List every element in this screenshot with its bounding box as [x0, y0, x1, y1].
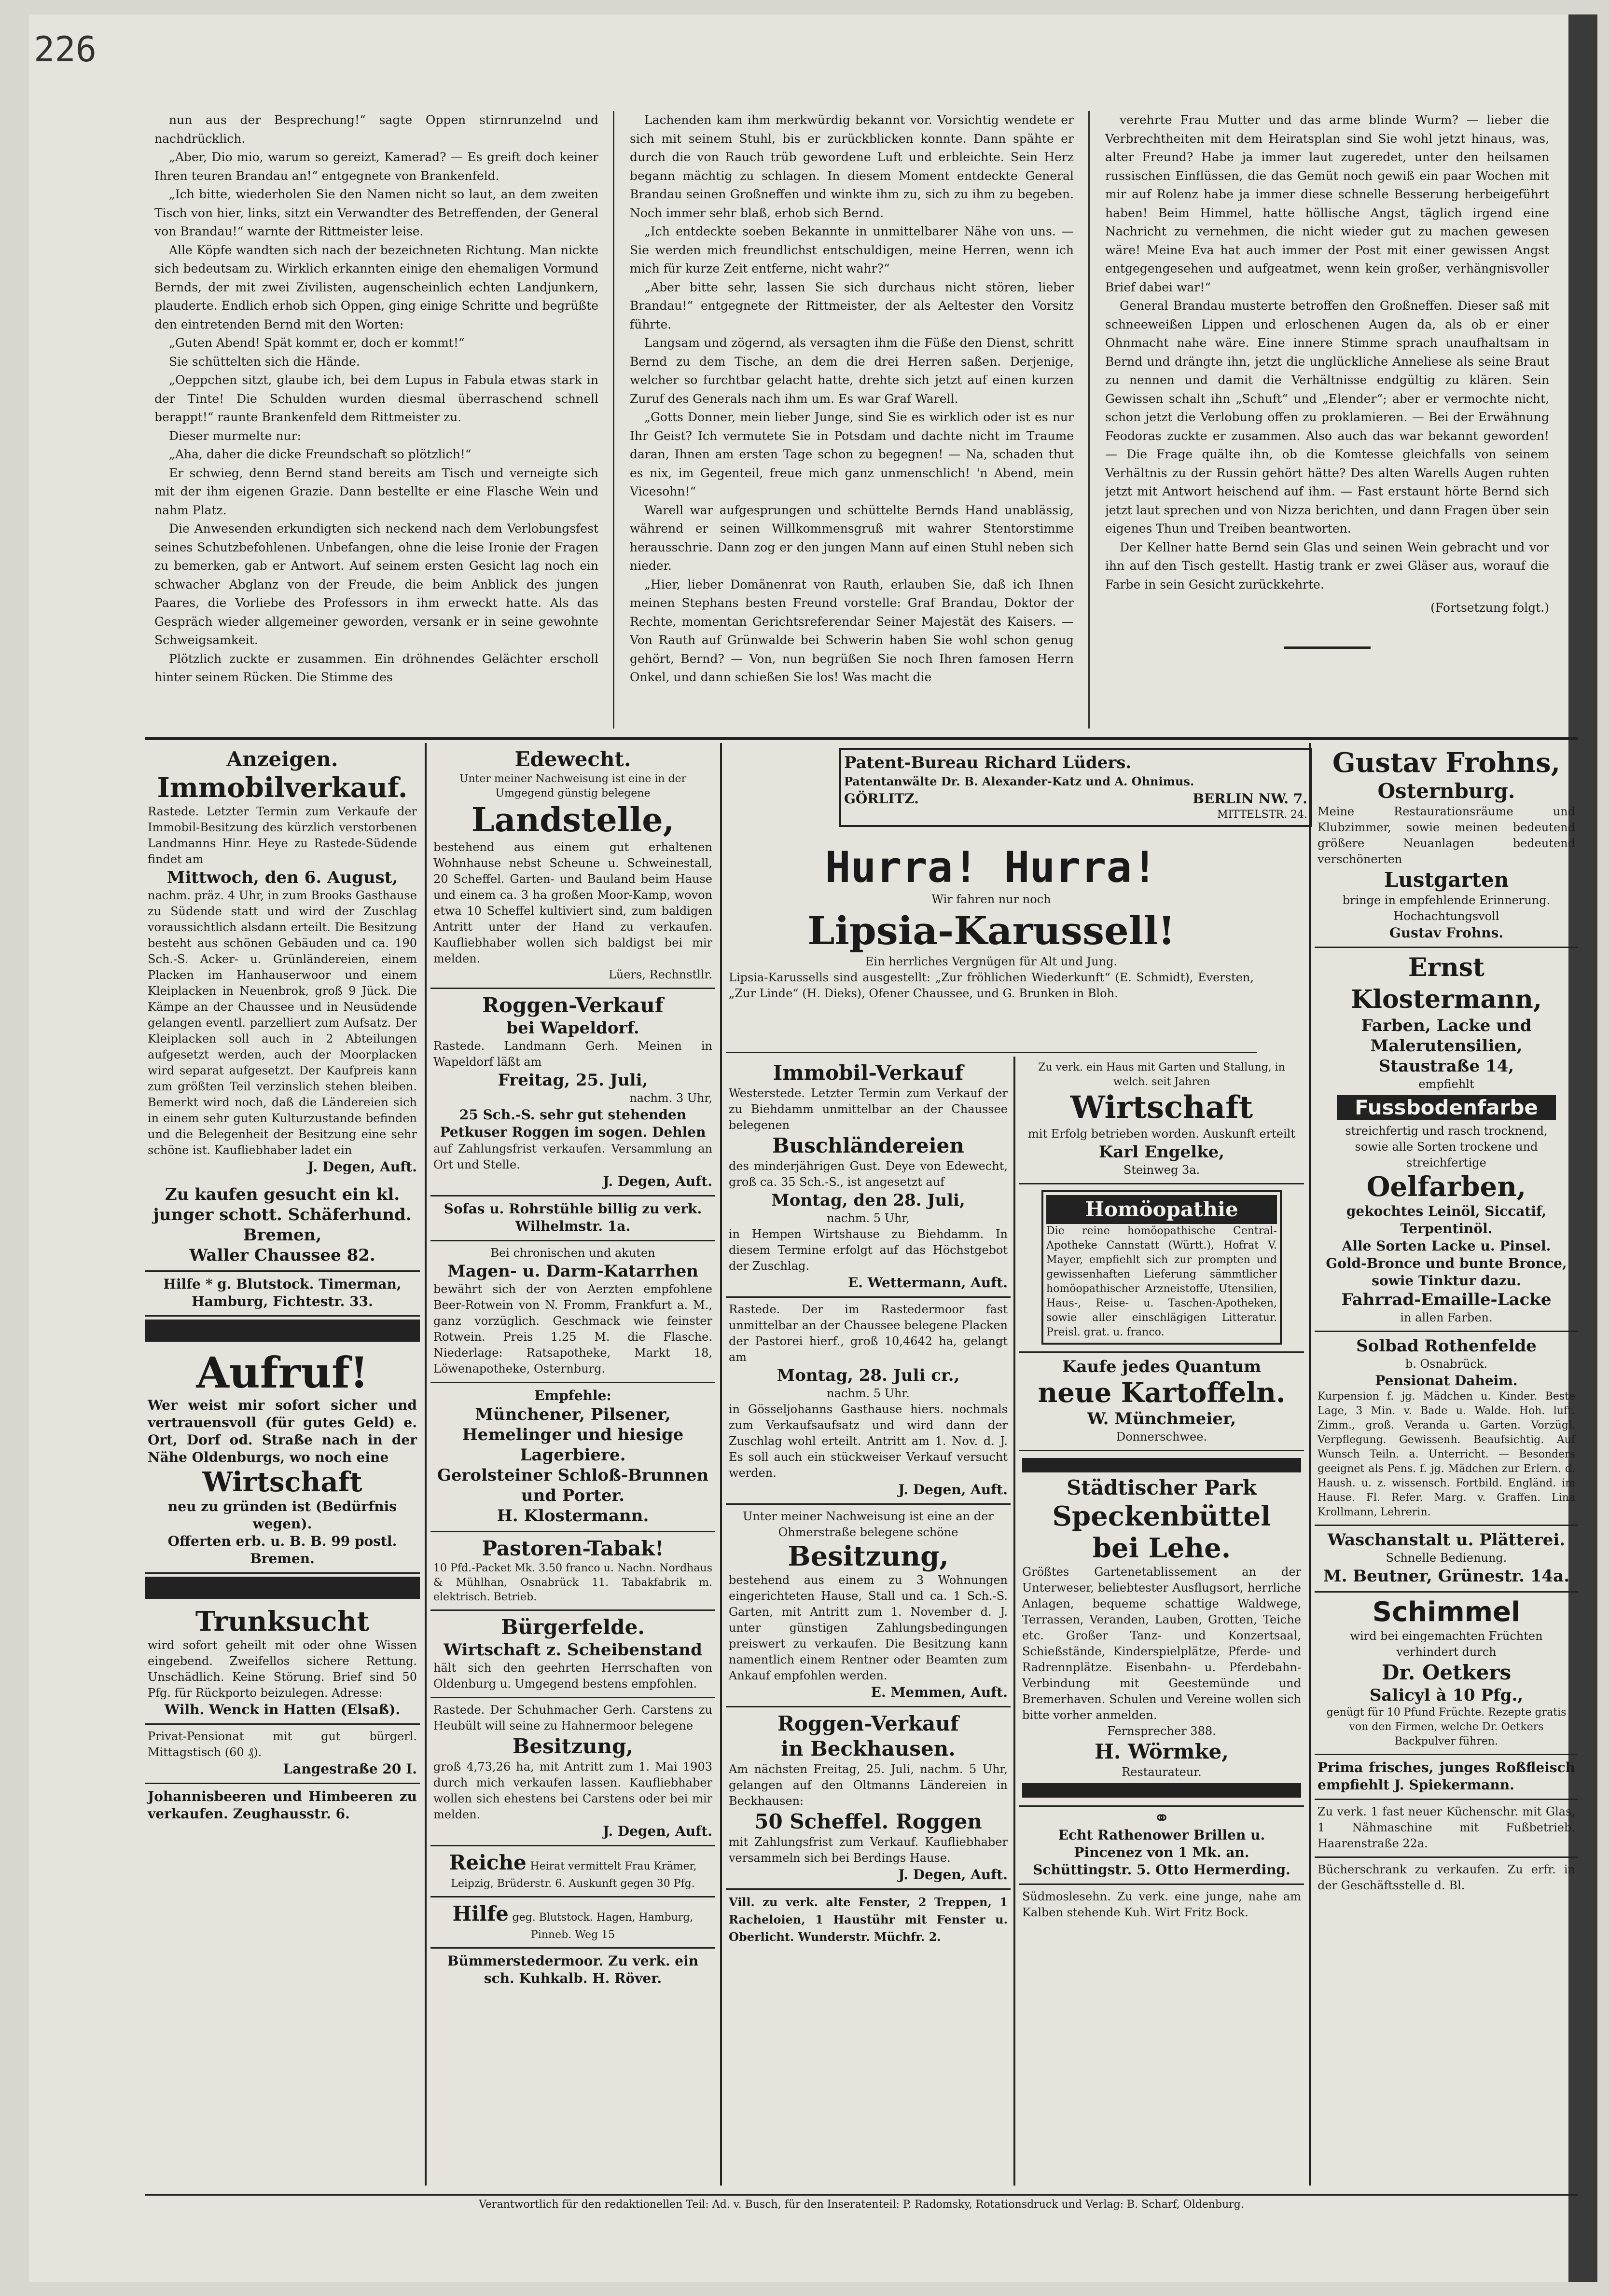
homoeo-box [1041, 1190, 1282, 1345]
salicyl-text: genügt für 10 Pfund Früchte. Rezepte gratis von den Firmen, welche Dr. Oetkers Backpulver führen. [1326, 1706, 1567, 1747]
busch-sign: E. Wettermann, Auft. [847, 1275, 1008, 1291]
trunksucht-title: Trunksucht [195, 1606, 370, 1637]
solbad-sub: b. Osnabrück. [1405, 1357, 1488, 1371]
lustgarten-title: Lustgarten [1384, 868, 1509, 892]
story-paragraph: „Aber bitte sehr, lassen Sie sich durchaus nicht stören, lieber Brandau!“ entgegnete der Rittmeister, der als Aeltester den Vorsitz führte. [630, 280, 1074, 331]
reiche-text: Heirat vermittelt Frau Krämer, Leipzig, Brüderstr. 6. Auskunft gegen 30 Pfg. [451, 1860, 697, 1890]
wirtschaft-title: Wirtschaft [1070, 1089, 1253, 1126]
edewecht-intro: Unter meiner Nachweisung ist eine in der Umgegend günstig belegene [459, 773, 687, 799]
ad-column-3 [726, 1057, 1011, 2186]
hurra-title: Hurra! Hurra! [825, 842, 1158, 892]
leinoel-text: gekochtes Leinöl, Siccatif, Terpentinöl. [1346, 1203, 1547, 1237]
park-telephone: Fernsprecher 388. [1107, 1724, 1216, 1738]
empfehle: Empfehle: [534, 1388, 611, 1403]
woermke-name: H. Wörmke, [1095, 1740, 1229, 1763]
engelke-name: Karl Engelke, [1098, 1142, 1225, 1162]
oetker-title: Dr. Oetkers [1381, 1661, 1512, 1684]
roggen2-title: Roggen-Verkauf [777, 1712, 959, 1735]
hilfe2-title: Hilfe [452, 1902, 509, 1925]
kartoffeln-title: neue Kartoffeln. [1038, 1377, 1286, 1409]
continued-note: (Fortsetzung folgt.) [1430, 601, 1549, 615]
column-divider [1309, 743, 1311, 2186]
johannis-ad: Johannisbeeren und Himbeeren zu verkaufen. Zeughausstr. 6. [148, 1788, 417, 1822]
roggen1-title: Roggen-Verkauf [482, 993, 664, 1017]
story-paragraph: Lachenden kam ihm merkwürdig bekannt vor. Vorsichtig wendete er sich mit seinem Stuhl, bis er zurückblicken konnte. Dann spähte er durch die von Rauch trüb gewordene Luft und erbleichte. Sein Herz begann mächtig zu schlagen. In diesem Moment entdeckte General Brandau seinen Großneffen und winkte ihm zu, sich zu ihm zu begeben. Noch immer sehr blaß, erhob sich Bernd. [630, 113, 1074, 220]
story-paragraph: nun aus der Besprechung!“ sagte Oppen stirnrunzelnd und nachdrücklich. [154, 113, 598, 146]
besitzung2-sign: E. Memmen, Auft. [871, 1684, 1008, 1700]
rastede3-time: nachm. 5 Uhr. [827, 1387, 910, 1400]
landstelle-title: Landstelle, [471, 801, 675, 839]
landstelle-text: bestehend aus einem gut erhaltenen Wohnhause nebst Scheune u. Schweinestall, 20 Scheffel. Garten- und Bauland beim Hause und einem ca. 3 ha großen Moor-Kamp, wovon etwa 10 Scheffel kultiviert sind, zum baldigen Antritt unter der Hand zu verkaufen. Kaufliebhaber wollen sich baldigst bei mir melden. [433, 840, 712, 965]
park-title-1: Städtischer Park [1067, 1476, 1257, 1499]
daheim-text: Kurpension f. jg. Mädchen u. Kinder. Beste Lage, 3 Min. v. Bade u. Walde. Hoh. luft. Zimm., groß. Veranda u. Garten. Vorzügl. Verpflegung. Gewissenh. Beaufsichtig. Auf Wunsch Teiln. a. Unterricht. — Besonders geeignet als Pens. f. jg. Mädchen zur Erlern. d. Haush. u. z. wissensch. Fortbild. Engländ. im Hause. Fl. Refer. Marg. v. Graffen. Lina Krollmann, Lehrerin. [1318, 1390, 1575, 1518]
daheim-title: Pensionat Daheim. [1375, 1373, 1518, 1389]
busch-text: des minderjährigen Gust. Deye von Edewecht, groß ca. 35 Sch.-S., ist angesetzt auf [729, 1159, 1008, 1189]
hilfe2-text: geg. Blutstock. Hagen, Hamburg, Pinneb. Weg 15 [512, 1911, 694, 1941]
homoeo-title: Homöopathie [1046, 1195, 1277, 1224]
black-bar [145, 1577, 420, 1599]
engelke-address: Steinweg 3a. [1123, 1163, 1200, 1177]
roggen2-bold: 50 Scheffel. Roggen [754, 1810, 982, 1833]
story-paragraph: Die Anwesenden erkundigten sich neckend nach dem Verlobungsfest seines Schutzbefohlenen. Unbefangen, ohne die leise Ironie der Fragen zu bemerken, gab er Antwort. Auf seinem ersten Gesicht lag noch ein schwacher Abglanz von der Freude, die beim Anblick des jungen Paares, die Vorliebe des Professors in ihm erweckt hatte. Als das Gespräch wieder allgemeiner geworden, versank er in seine gewohnte Schweigsamkeit. [154, 522, 598, 647]
besitzung-text: groß 4,73,26 ha, mit Antritt zum 1. Mai 1903 durch mich verkaufen lassen. Kaufliebhaber wollen sich ehestens bei Carstens oder bei mir melden. [433, 1760, 712, 1821]
rossfleisch-ad: Prima frisches, junges Roßfleisch empfiehlt J. Spiekermann. [1318, 1760, 1575, 1793]
ohmer-intro: Unter meiner Nachweisung ist eine an der Ohmerstraße belegene schöne [743, 1510, 994, 1539]
brunnen: Gerolsteiner Schloß-Brunnen und Porter. [437, 1466, 709, 1505]
wirtschaft-intro: Zu verk. ein Haus mit Garten und Stallung, in welch. seit Jahren [1038, 1061, 1285, 1088]
roggen2-text: Am nächsten Freitag, 25. Juli, nachm. 5 Uhr, gelangen auf den Oltmanns Ländereien in Beckhausen: [729, 1762, 1008, 1808]
roggen2-text2: mit Zahlungsfrist zum Verkauf. Kaufliebhaber versammeln sich bei Berdings Hause. [729, 1835, 1008, 1865]
serial-story [154, 111, 1573, 729]
story-paragraph: Dieser murmelte nur: [169, 428, 301, 443]
farben-text: Farben, Lacke und Malerutensilien, [1361, 1016, 1532, 1056]
schimmel-text: wird bei eingemachten Früchten verhindert durch [1350, 1629, 1543, 1659]
wasch-title: Waschanstalt u. Plätterei. [1327, 1530, 1566, 1550]
immobil2-text: Westerstede. Letzter Termin zum Verkauf der zu Biehdamm unmittelbar an der Chaussee belegenen [729, 1086, 1008, 1132]
pastoren-title: Pastoren-Tabak! [482, 1537, 664, 1560]
column-divider [613, 111, 614, 729]
beutner-name: M. Beutner, Grünestr. 14a. [1323, 1567, 1570, 1586]
kaufe-title: Kaufe jedes Quantum [1062, 1357, 1262, 1376]
black-bar [145, 1320, 420, 1342]
roggen1-text2: auf Zahlungsfrist verkaufen. Versammlung an Ort und Stelle. [433, 1142, 712, 1171]
lustgarten-text: bringe in empfehlende Erinnerung. Hochachtungsvoll [1342, 894, 1551, 923]
park-title-2: Speckenbüttel [1052, 1500, 1271, 1532]
park-title-3: bei Lehe. [1092, 1532, 1231, 1564]
fussboden-title: Fussbodenfarbe [1337, 1095, 1556, 1120]
ad-column-2 [430, 743, 715, 2186]
ornament-bar [1022, 1458, 1301, 1472]
muenchmeyer-name: W. Münchmeier, [1087, 1409, 1236, 1429]
immobil-sign: J. Degen, Auft. [307, 1159, 417, 1175]
roggen1-date: Freitag, 25. Juli, [498, 1071, 648, 1090]
story-column-2 [630, 111, 1074, 729]
scheibenstand-text: hält sich den geehrten Herrschaften von Oldenburg u. Umgegend bestens empfohlen. [433, 1661, 712, 1691]
besitzung-sign: J. Degen, Auft. [603, 1823, 712, 1839]
frohns-text: Meine Restaurationsräume und Klubzimmer, sowie meinen bedeutend größere Neuanlagen bedeutend verschönerten [1318, 805, 1575, 866]
magen-text: bewährt sich der von Aerzten empfohlene Beer-Rotwein von N. Fromm, Frankfurt a. M., ganz vorzüglich. Geschmack wie feinster Rotwein. Preis 1.25 M. die Flasche. Niederlage: Ratsapotheke, Markt 18, Löwenapotheke, Osternburg. [433, 1282, 712, 1375]
empfiehlt-text: empfiehlt [1418, 1077, 1474, 1091]
ad-column-5 [1315, 743, 1578, 2186]
story-paragraph: „Hier, lieber Domänenrat von Rauth, erlauben Sie, daß ich Ihnen meinen Stephans besten Freund vorstelle: Graf Brandau, Doktor der Rechte, momentan Gerichtsreferendar Seiner Majestät des Kaisers. — Von Rauth auf Grünwalde bei Schwerin haben Sie wohl schon genug gehört, Bernd? — Von, nun begrüßen Sie noch Ihren famosen Herrn Onkel, und dann schießen Sie los! Was macht die [630, 577, 1074, 684]
lipsia-title: Lipsia-Karussell! [807, 908, 1175, 953]
buecher-ad: Bücherschrank zu verkaufen. Zu erfr. in der Geschäftsstelle d. Bl. [1318, 1863, 1575, 1892]
rastede2-text: Rastede. Der Schuhmacher Gerh. Carstens zu Heubült will seine zu Hahnermoor belegene [433, 1703, 712, 1732]
fussboden-text2: sowie alle Sorten trockene und streichfertige [1355, 1140, 1538, 1169]
story-paragraph: General Brandau musterte betroffen den Großneffen. Dieser saß mit schneeweißen Lippen und erloschenen Augen da, als ob er einer Ohnmacht nahe wäre. Eine innere Stimme sprach unaufhaltsam in Bernd und drängte ihn, jetzt die unglückliche Anneliese als seine Braut zu nennen und damit die Verhältnisse endgültig zu klären. Sein Gewissen schalt ihn „Schuft“ und „Elender“; aber er vermochte nicht, schon jetzt die Verlobung offen zu proklamieren. — Bei der Erwähnung Feodoras zuckte er zusammen. Also auch das war bekannt geworden! — Die Frage quälte ihn, ob die Komtesse gleichfalls von seinem Verhältnis zu der Russin gehört hätte? Des alten Warells Augen ruhten jetzt mit Antwort heischend auf ihm. — Fast erstaunt hörte Bernd sich jetzt laut sprechen und von Nizza berichten, und dann Fragen über sein eigenes Thun und Treiben beantworten. [1105, 299, 1549, 536]
story-paragraph: „Oeppchen sitzt, glaube ich, bei dem Lupus in Fabula etwas stark in der Tinte! Die Schulden wurden diesmal überraschend schnell berappt!“ raunte Brankenfeld dem Rittmeister zu. [154, 373, 598, 424]
aufruf-wirtschaft: Wirtschaft [202, 1466, 362, 1498]
brillen-text: Echt Rathenower Brillen u. Pincenez von 1 Mk. an. [1058, 1827, 1265, 1860]
immobil2-title: Immobil-Verkauf [773, 1061, 964, 1085]
rastede3-sign: J. Degen, Auft. [898, 1482, 1008, 1498]
roggen1-text: Rastede. Landmann Gerh. Meinen in Wapeldorf läßt am [433, 1039, 712, 1069]
story-paragraph: „Aha, daher die dicke Freundschaft so plötzlich!“ [169, 447, 472, 461]
story-paragraph: Warell war aufgesprungen und schüttelte Bernds Hand unablässig, während er seinen Willkommensgruß mit wahrer Stentorstimme herausschrie. Dann zog er den jungen Mann auf einen Stuhl neben sich nieder. [630, 503, 1074, 573]
aufruf-text: Wer weist mir sofort sicher und vertrauensvoll (für gutes Geld) e. Ort, Dorf od. Straße nach in der Nähe Oldenburgs, wo noch eine [148, 1397, 417, 1465]
magen-intro: Bei chronischen und akuten [490, 1246, 655, 1260]
rastede3-text2: in Gösseljohanns Gasthause hiers. nochmals zum Verkaufsaufsatz und wird dann der Zuschlag wohl erteilt. Antritt am 1. Nov. d. J. Es soll auch ein stückweiser Verkauf versucht werden. [729, 1402, 1008, 1480]
fahrrad-sub: in allen Farben. [1400, 1311, 1493, 1324]
hermerding-name: Schüttingstr. 5. Otto Hermerding. [1033, 1862, 1290, 1878]
muenchmeyer-address: Donnerschwee. [1116, 1430, 1207, 1444]
ad-column-4 [1019, 1057, 1304, 2186]
column-divider [1088, 111, 1090, 729]
suedmoos-ad: Südmoslesehn. Zu verk. eine junge, nahe am Kalben stehende Kuh. Wirt Fritz Bock. [1022, 1890, 1301, 1919]
pension-address: Langestraße 20 I. [283, 1761, 417, 1777]
roggen1-sign: J. Degen, Auft. [603, 1173, 712, 1189]
story-paragraph: Alle Köpfe wandten sich nach der bezeichneten Richtung. Man nickte sich bedeutsam zu. Wirklich erkannten einige den ehemaligen Vormund Bernds, der mit zwei Zivilisten, augenscheinlich echten Landjunkern, plauderte. Endlich erhob sich Oppen, ging einige Schritte und begrüßte den eintretenden Bernd mit den Worten: [154, 243, 598, 331]
woermke-sub: Restaurateur. [1122, 1765, 1202, 1779]
page-number: 226 [34, 29, 97, 69]
story-paragraph: „Aber, Dio mio, warum so gereizt, Kamerad? — Es greift doch keiner Ihren teuren Brandau an!“ entgegnete von Brankenfeld. [154, 150, 598, 183]
salicyl-title: Salicyl à 10 Pfg., [1369, 1686, 1524, 1705]
kuechen-ad: Zu verk. 1 fast neuer Küchenschr. mit Glas, 1 Nähmaschine mit Fußbetrieb. Haarenstraße 22a. [1318, 1805, 1575, 1850]
bummer-ad: Bümmerstedermoor. Zu verk. ein sch. Kuhkalb. H. Röver. [447, 1953, 699, 1986]
busch-date: Montag, den 28. Juli, [771, 1191, 965, 1210]
staustr-text: Staustraße 14, [1378, 1057, 1514, 1076]
imprint-footer: Verantwortlich für den redaktionellen Teil: Ad. v. Busch, für den Inseratenteil: P. Radomsky, Rotationsdruck und Verlag: B. Scharf, Oldenburg. [145, 2194, 1578, 2211]
dog-ad: Zu kaufen gesucht ein kl. junger schott. Schäferhund. [153, 1185, 412, 1224]
roggen1-bold: 25 Sch.-S. sehr gut stehenden Petkuser Roggen im sogen. Dehlen [440, 1107, 706, 1140]
patent-title: Patent-Bureau Richard Lüders. [844, 753, 1132, 772]
dog-city: Bremen, [243, 1225, 322, 1245]
story-paragraph: Plötzlich zuckte er zusammen. Ein dröhnendes Gelächter erscholl hinter seinem Rücken. Die Stimme des [154, 651, 598, 684]
patent-goerlitz: GÖRLITZ. [844, 791, 919, 807]
magen-title: Magen- u. Darm-Katarrhen [447, 1262, 698, 1281]
scheibenstand: Wirtschaft z. Scheibenstand [444, 1640, 702, 1660]
roggen1-sub: bei Wapeldorf. [506, 1018, 639, 1038]
patent-street: MITTELSTR. 24. [1217, 809, 1307, 821]
bronce-text: Gold-Bronce und bunte Bronce, sowie Tinktur dazu. [1326, 1255, 1567, 1289]
trunksucht-address: Wilh. Wenck in Hatten (Elsaß). [164, 1702, 401, 1718]
fahrrad-title: Fahrrad-Emaille-Lacke [1341, 1290, 1552, 1309]
patent-box [839, 748, 1312, 827]
section-rule [145, 737, 1578, 740]
besitzung2-text: bestehend aus einem zu 3 Wohnungen eingerichteten Hause, Stall und ca. 1 Sch.-S. Garten, mit Antritt zum 1. November d. J. unter günstigen Zahlungsbedingungen preiswert zu verkaufen. Die Besitzung kann namentlich einem Rentner oder Beamten zum Ankauf empfohlen werden. [729, 1573, 1008, 1682]
besitzung-title: Besitzung, [512, 1734, 634, 1758]
lipsia-text: Lipsia-Karussells sind ausgestellt: „Zur fröhlichen Wiederkunft“ (E. Schmidt), Eversten, „Zur Linde“ (H. Dieks), Ofener Chaussee, und G. Brunken in Bloh. [729, 971, 1254, 1000]
klostermann-title: Ernst Klostermann, [1351, 953, 1542, 1014]
story-paragraph: verehrte Frau Mutter und das arme blinde Wurm? — lieber die Verbrechtheiten mit dem Heiratsplan sind Sie wohl jetzt hinaus, was, alter Freund? Habe ja immer laut zugeredet, unter den heilsamen russischen Einflüssen, die das Gemüt noch gewiß ein paar Wochen mit mir auf Rolenz habe ja immer diese schnelle Besserung herbeigeführt haben! Beim Himmel, hatte höllische Angst, täglich irgend eine Nachricht zu vernehmen, die nicht wieder gut zu machen gewesen wäre! Meine Eva hat auch immer der Post mit einer gewissen Angst entgegengesehen und aufgeatmet, wenn kein großer, verhängnisvoller Brief dabei war!“ [1105, 113, 1549, 294]
ad-column-1 [145, 743, 420, 2186]
story-paragraph: „Gotts Donner, mein lieber Junge, sind Sie es wirklich oder ist es nur Ihr Geist? Ich vermutete Sie in Potsdam und dachte nicht im Traume daran, Ihnen am ersten Tage schon zu begegnen! — Na, schaden thut es nix, im Gegenteil, freue mich ganz unmenschlich! 'n Abend, mein Vicesohn!“ [630, 410, 1074, 498]
aufruf-sign: Offerten erb. u. B. B. 99 postl. Bremen. [167, 1533, 397, 1567]
ads-heading: Anzeigen. [226, 747, 338, 771]
story-paragraph: Sie schüttelten sich die Hände. [169, 354, 360, 369]
story-column-1 [154, 111, 598, 729]
homoeo-text: Die reine homöopathische Central-Apotheke Cannstatt (Württ.), Hofrat V. Mayer, empfiehlt sich zur prompten und gewissenhaften Lieferung sämmtlicher homöopathischer Arzneistoffe, Utensilien, Haus-, Reise- u. Taschen-Apotheken, sowie aller einschlägigen Litteratur. Preisl. grat. u. franco. [1046, 1225, 1277, 1338]
glasses-icon: ⚭ [1153, 1807, 1170, 1829]
wasch-sub: Schnelle Bedienung. [1386, 1551, 1507, 1565]
busch-time: nachm. 5 Uhr, [827, 1211, 910, 1225]
reiche-title: Reiche [449, 1851, 527, 1874]
biere: Münchener, Pilsener, Hemelinger und hiesige Lagerbiere. [462, 1405, 684, 1465]
rastede3-date: Montag, 28. Juli cr., [777, 1366, 960, 1385]
lipsia-sub: Ein herrliches Vergnügen für Alt und Jung. [865, 955, 1118, 968]
trunksucht-text: wird sofort geheilt mit oder ohne Wissen eingebend. Zweifellos sichere Rettung. Unschädlich. Keine Störung. Brief sind 50 Pfg. für Rückporto beizulegen. Adresse: [148, 1638, 417, 1700]
ornament-bar [1022, 1783, 1301, 1798]
frohns-title: Gustav Frohns, [1332, 747, 1561, 779]
park-text: Größtes Gartenetablissement an der Unterweser, beliebtester Ausflugsort, herrliche Anlagen, bequeme schattige Waldwege, Terrassen, Veranden, Lauben, Grotten, Teiche etc. Großer Tanz- und Konzertsaal, Schießstände, Kinderspielplätze, Pferde- und Radrennplätze. Eisenbahn- u. Pferdebahn-Verbindung mit Geestemünde und Bremerhaven. Schulen und Vereine wollen sich bitte vorher anmelden. [1022, 1565, 1301, 1722]
landstelle-sign: Lüers, Rechnstllr. [608, 968, 712, 981]
sofas-ad: Sofas u. Rohrstühle billig zu verk. Wilhelmstr. 1a. [444, 1201, 702, 1234]
story-paragraph: Er schwieg, denn Bernd stand bereits am Tisch und verneigte sich mit der ihm eigenen Grazie. Dann bestellte er eine Flasche Wein und nahm Platz. [154, 466, 598, 517]
schimmel-title: Schimmel [1372, 1596, 1521, 1628]
hilfe-ad: Hilfe * g. Blutstock. Timerman, Hamburg, Fichtestr. 33. [163, 1276, 402, 1309]
frohns-sign: Gustav Frohns. [1389, 925, 1504, 941]
roggen1-time: nachm. 3 Uhr, [629, 1091, 712, 1105]
oelfarben-title: Oelfarben, [1366, 1171, 1526, 1203]
dog-address: Waller Chaussee 82. [189, 1246, 375, 1265]
story-paragraph: „Ich bitte, wiederholen Sie den Namen nicht so laut, an dem zweiten Tisch von hier, links, sitzt ein Verwandter des Betreffenden, der General von Brandau!“ warnte der Rittmeister leise. [154, 187, 598, 238]
column-divider [425, 743, 427, 2186]
immobil-text: Rastede. Letzter Termin zum Verkaufe der Immobil-Besitzung des kürzlich verstorbenen Landmanns Hinr. Heye zu Rastede-Südende findet am [148, 805, 417, 866]
immobil-date: Mittwoch, den 6. August, [166, 868, 398, 887]
busch-title: Buschländereien [772, 1134, 964, 1157]
story-column-3 [1105, 111, 1549, 729]
fussboden-text: streichfertig und rasch trocknend, [1345, 1124, 1548, 1138]
column-divider [1013, 1057, 1015, 2186]
besitzung2-title: Besitzung, [788, 1540, 949, 1572]
roggen2-sign: J. Degen, Auft. [898, 1867, 1008, 1883]
lipsia-area [726, 839, 1257, 1053]
aufruf-text2: neu zu gründen ist (Bedürfnis wegen). [167, 1499, 397, 1532]
solbad-title: Solbad Rothenfelde [1356, 1336, 1537, 1356]
buergerfelde-title: Bürgerfelde. [501, 1615, 645, 1639]
lacke-text: Alle Sorten Lacke u. Pinsel. [1342, 1238, 1551, 1254]
patent-sub: Patentanwälte Dr. B. Alexander-Katz und A. Ohnimus. [844, 774, 1194, 788]
rastede3-text: Rastede. Der im Rastedermoor fast unmittelbar an der Chaussee belegene Placken der Pastorei hierf., groß 10,4642 ha, gelangt am [729, 1303, 1008, 1364]
pastoren-text: 10 Pfd.-Packet Mk. 3.50 franco u. Nachn. Nordhaus & Mühlhan, Osnabrück 11. Tabakfabrik m. elektrisch. Betrieb. [433, 1562, 712, 1603]
aufruf-title: Aufruf! [196, 1347, 369, 1398]
patent-berlin: BERLIN NW. 7. [1193, 791, 1307, 807]
story-paragraph: „Ich entdeckte soeben Bekannte in unmittelbarer Nähe von uns. — Sie werden mich freundlichst entschuldigen, meine Herren, wenn ich mich für kurze Zeit entferne, nicht wahr?“ [630, 224, 1074, 275]
immobil-title: Immobilverkauf. [157, 772, 408, 804]
wirtschaft-text: mit Erfolg betrieben worden. Auskunft erteilt [1028, 1127, 1295, 1141]
end-rule [1284, 646, 1371, 649]
column-divider [720, 743, 722, 2186]
immobil-text2: nachm. präz. 4 Uhr, in zum Brooks Gasthause zu Südende statt und wird der Zuschlag voraussichtlich alsdann erteilt. Die Besitzung besteht aus schönen Gebäuden und ca. 190 Sch.-S. Acker- u. Grünländereien, einem Placken im Hanhauserwoor und einem Kleiplacken in Neuenbrok, groß 9 Jück. Die Kämpe an der Chaussee und in Neusüdende gelangen eventl. parzelliert zum Aufsatz. Der Kleiplacken soll auch in 2 Abteilungen aufgesetzt werden, auch der Moorplacken wird separat aufgesetzt. Der Kaufpreis kann zum größten Teil verzinslich stehen bleiben. Bemerkt wird noch, daß die Ländereien sich in einem sehr guten Kulturzustande befinden und die Belegenheit der Besitzung eine sehr schöne ist. Kaufliebhaber ladet ein [148, 889, 417, 1157]
story-paragraph: Langsam und zögernd, als versagten ihm die Füße den Dienst, schritt Bernd zu dem Tische, an dem die drei Herren saßen. Derjenige, welcher so furchtbar gelacht hatte, drehte sich jetzt auf einen kurzen Zuruf des Generals nach ihm um. Es war Graf Warell. [630, 336, 1074, 406]
busch-text2: in Hempen Wirtshause zu Biehdamm. In diesem Termine erfolgt auf das Höchstgebot der Zuschlag. [729, 1227, 1008, 1273]
fahren-text: Wir fahren nur noch [931, 893, 1051, 906]
edewecht-title: Edewecht. [514, 747, 631, 771]
advertisements [145, 743, 1578, 2186]
osternburg-title: Osternburg. [1377, 779, 1515, 803]
story-paragraph: „Guten Abend! Spät kommt er, doch er kommt!“ [169, 336, 465, 350]
story-paragraph: Der Kellner hatte Bernd sein Glas und seinen Wein gebracht und vor ihn auf den Tisch gestellt. Hastig trank er zwei Gläser aus, worauf die Farbe in sein Gesicht zurückkehrte. [1105, 540, 1549, 591]
roggen2-sub: in Beckhausen. [781, 1737, 956, 1760]
klostermann-h: H. Klostermann. [497, 1506, 649, 1526]
pension-ad: Privat-Pensionat mit gut bürgerl. Mittagstisch (60 ₰). [148, 1730, 417, 1759]
vill-ad: Vill. zu verk. alte Fenster, 2 Treppen, 1 Racheloien, 1 Haustühr mit Fenster u. Oberlicht. Wunderstr. Müchfr. 2. [729, 1895, 1008, 1944]
